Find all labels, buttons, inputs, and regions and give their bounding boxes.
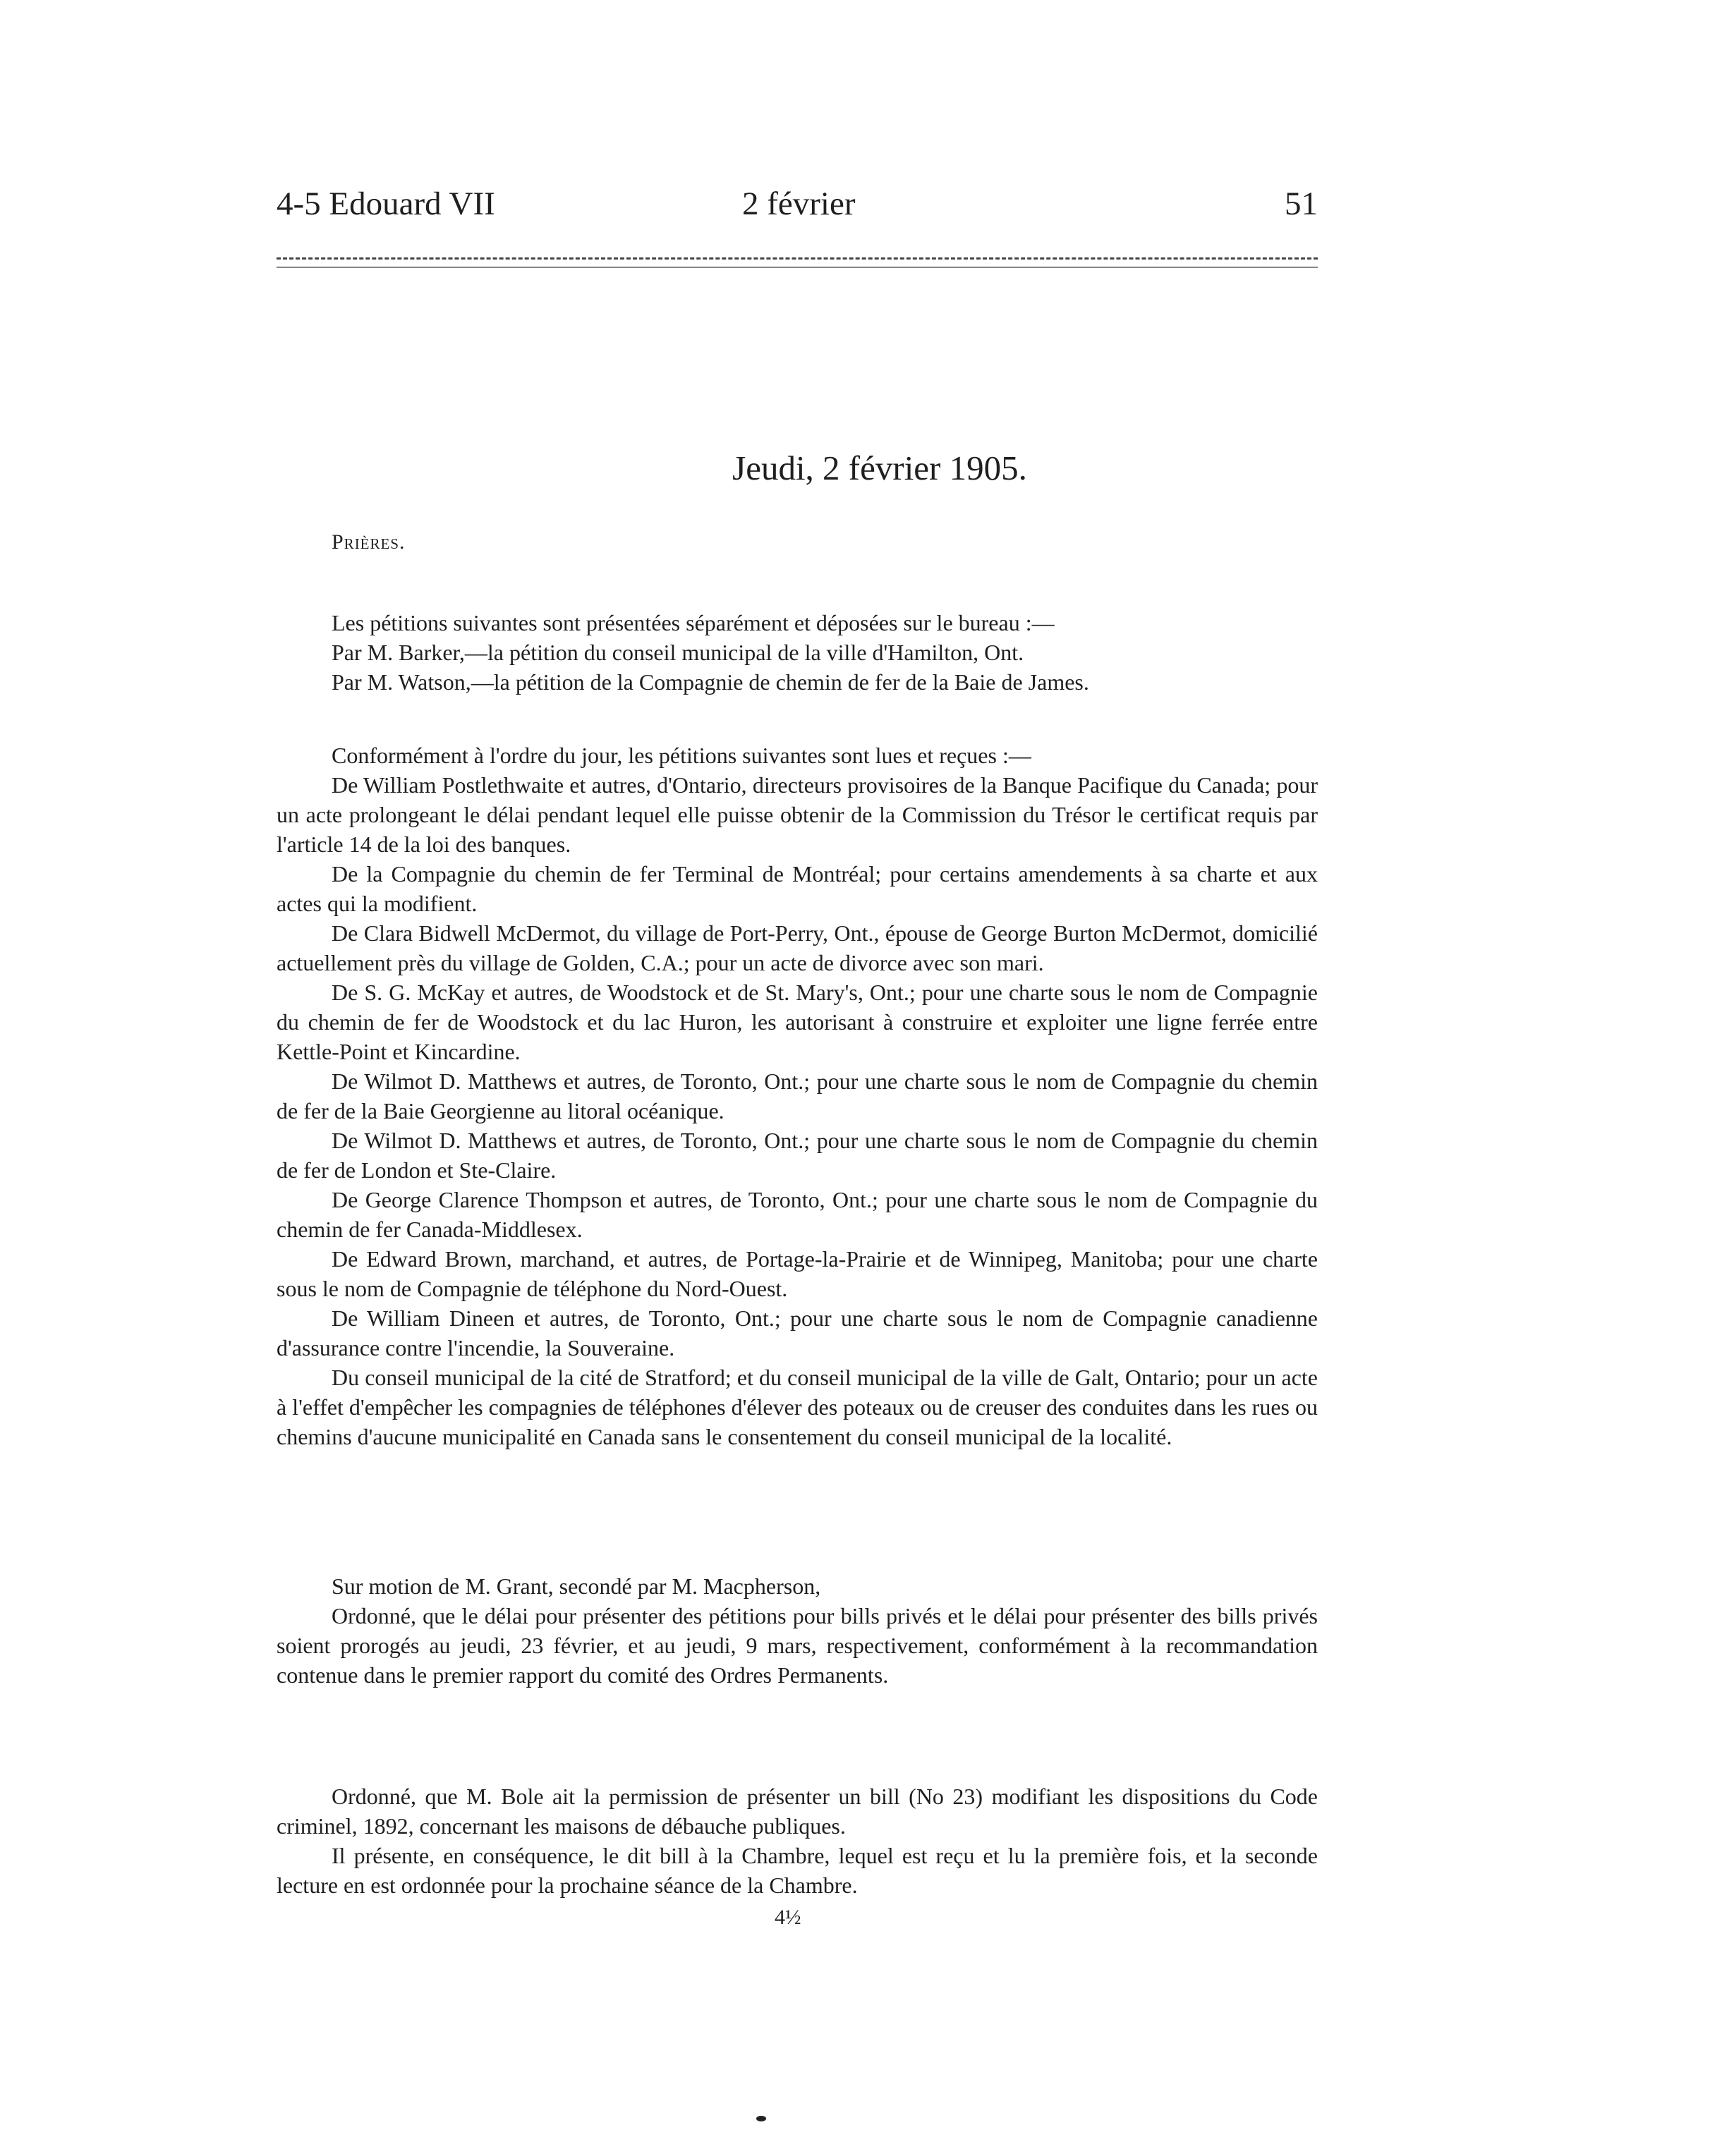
petition-read-item: De Clara Bidwell McDermot, du village de Port-Perry, Ont., épouse de George Burton McDermot, domicilié actuellement près du village de Golden, C.A.; pour un acte de divorce avec son mari. [277, 920, 1318, 975]
header-date: 2 février [742, 185, 856, 222]
petition-presented-item: Par M. Barker,—la pétition du conseil municipal de la ville d'Hamilton, Ont. [332, 640, 1024, 665]
petition-read-item: De William Postlethwaite et autres, d'Ontario, directeurs provisoires de la Banque Pacifique du Canada; pour un acte prolongeant le délai pendant lequel elle puisse obtenir de la Commission du Trésor le certificat requis par l'article 14 de la loi des banques. [277, 772, 1318, 857]
bill-order-paragraph: Ordonné, que M. Bole ait la permission de présenter un bill (No 23) modifiant les dispositions du Code criminel, 1892, concernant les maisons de débauche publiques. [277, 1784, 1318, 1839]
petition-read-item: De Wilmot D. Matthews et autres, de Toronto, Ont.; pour une charte sous le nom de Compagnie du chemin de fer de la Baie Georgienne au litoral océanique. [277, 1068, 1318, 1123]
petition-read-item: Du conseil municipal de la cité de Stratford; et du conseil municipal de la ville de Galt, Ontario; pour un acte à l'effet d'empêcher les compagnies de téléphones d'élever des poteaux ou de creuser des conduites dans les rues ou chemins d'aucune municipalité en Canada sans le consentement du conseil municipal de la localité. [277, 1365, 1318, 1449]
signature-folio: 4½ [775, 1906, 801, 1929]
motion-grant-section [277, 1571, 1318, 1690]
petitions-read-section [277, 741, 1318, 1451]
petitions-presented-intro: Les pétitions suivantes sont présentées séparément et déposées sur le bureau :— [332, 610, 1055, 635]
petitions-presented-section [277, 608, 1318, 697]
petition-read-item: De la Compagnie du chemin de fer Terminal de Montréal; pour certains amendements à sa charte et aux actes qui la modifient. [277, 861, 1318, 916]
bill-bole-section [277, 1782, 1318, 1900]
petition-read-item: De S. G. McKay et autres, de Woodstock et de St. Mary's, Ont.; pour une charte sous le nom de Compagnie du chemin de fer de Woodstock et du lac Huron, les autorisant à construire et exploiter une ligne ferrée entre Kettle-Point et Kincardine. [277, 980, 1318, 1064]
bill-reading-paragraph: Il présente, en conséquence, le dit bill à la Chambre, lequel est reçu et lu la première fois, et la seconde lecture en est ordonnée pour la prochaine séance de la Chambre. [277, 1843, 1318, 1898]
page-number: 51 [1285, 185, 1318, 222]
running-header [277, 185, 1318, 234]
sitting-date-heading: Jeudi, 2 février 1905. [732, 449, 1027, 487]
header-rule-secondary [277, 267, 1318, 268]
petition-read-item: De George Clarence Thompson et autres, de Toronto, Ont.; pour une charte sous le nom de Compagnie du chemin de fer Canada-Middlesex. [277, 1187, 1318, 1242]
petitions-read-intro: Conformément à l'ordre du jour, les pétitions suivantes sont lues et reçues :— [332, 743, 1031, 768]
ink-speck [756, 2116, 766, 2121]
motion-intro: Sur motion de M. Grant, secondé par M. Macpherson, [332, 1573, 821, 1599]
prayers-label: Prières. [332, 530, 406, 554]
petition-read-item: De Wilmot D. Matthews et autres, de Toronto, Ont.; pour une charte sous le nom de Compagnie du chemin de fer de London et Ste-Claire. [277, 1128, 1318, 1183]
petition-read-item: De William Dineen et autres, de Toronto, Ont.; pour une charte sous le nom de Compagnie canadienne d'assurance contre l'incendie, la Souveraine. [277, 1305, 1318, 1360]
petition-read-item: De Edward Brown, marchand, et autres, de Portage-la-Prairie et de Winnipeg, Manitoba; pour une charte sous le nom de Compagnie de téléphone du Nord-Ouest. [277, 1246, 1318, 1301]
petition-presented-item: Par M. Watson,—la pétition de la Compagnie de chemin de fer de la Baie de James. [332, 669, 1089, 695]
header-rule [277, 257, 1318, 260]
motion-order-text: Ordonné, que le délai pour présenter des pétitions pour bills privés et le délai pour présenter des bills privés soient prorogés au jeudi, 23 février, et au jeudi, 9 mars, respectivement, conformément à la recommandation contenue dans le premier rapport du comité des Ordres Permanents. [277, 1603, 1318, 1688]
header-regnal-year: 4-5 Edouard VII [277, 185, 495, 222]
